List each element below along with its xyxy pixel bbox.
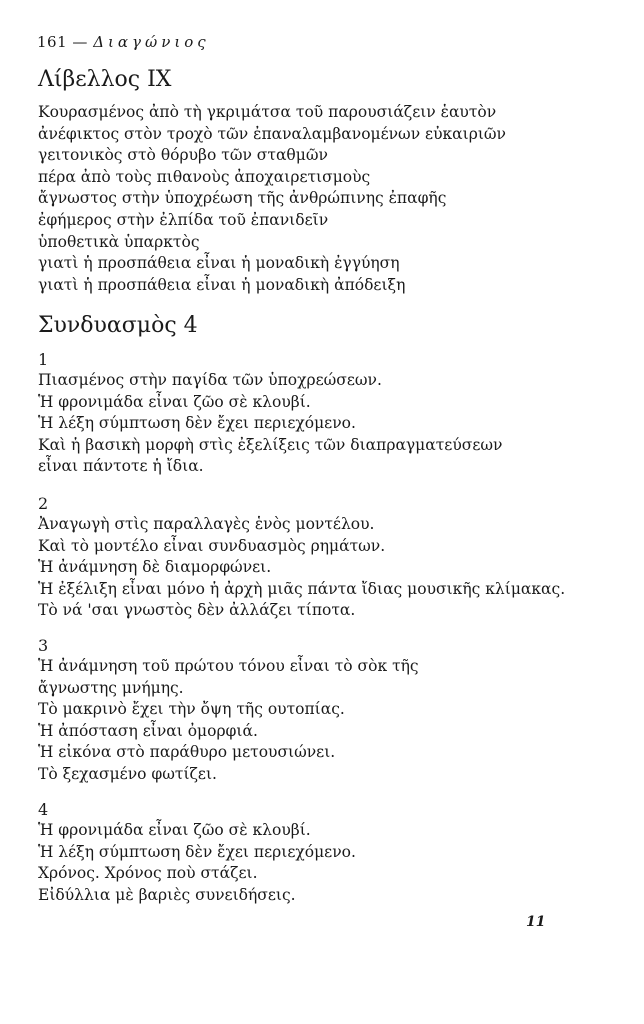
running-head-page: 161 <box>37 33 68 51</box>
poem-line: Ἡ εἰκόνα στὸ παράθυρο μετουσιώνει. <box>38 743 336 762</box>
stanza-number: 1 <box>38 350 49 369</box>
poem-line: Ἡ λέξη σύμπτωση δὲν ἔχει περιεχόμενο. <box>38 842 356 861</box>
page-number: 11 <box>526 914 546 930</box>
poem-line: Ἡ ἐξέλιξη εἶναι μόνο ἡ ἀρχὴ μιᾶς πάντα ἴδιας μουσικῆς κλίμακας. <box>38 579 566 598</box>
stanza-4 <box>38 800 618 906</box>
syndyasmos-section <box>38 312 618 340</box>
running-head <box>37 33 210 51</box>
poem-line: Ἡ λέξη σύμπτωση δὲν ἔχει περιεχόμενο. <box>38 414 356 433</box>
poem-line: εἶναι πάντοτε ἡ ἴδια. <box>38 457 204 476</box>
syndyasmos-heading: Συνδυασμὸς 4 <box>38 313 198 338</box>
poem-line: Κουρασμένος ἀπὸ τὴ γκριμάτσα τοῦ παρουσιάζειν ἑαυτὸν <box>38 103 497 121</box>
poem-line: Τὸ νά 'σαι γνωστὸς δὲν ἀλλάζει τίποτα. <box>38 601 356 620</box>
poem-line: ὑποθετικὰ ὑπαρκτὸς <box>38 232 200 251</box>
poem-line: ἐφήμερος στὴν ἐλπίδα τοῦ ἐπανιδεῖν <box>38 210 329 229</box>
poem-line: Ἡ ἀπόσταση εἶναι ὀμορφιά. <box>38 721 258 740</box>
poem-line: Καὶ ἡ βασικὴ μορφὴ στὶς ἐξελίξεις τῶν διαπραγματεύσεων <box>38 435 503 454</box>
poem-line: Ἀναγωγὴ στὶς παραλλαγὲς ἑνὸς μοντέλου. <box>38 515 375 533</box>
poem-line: ἀνέφικτος στὸν τροχὸ τῶν ἐπαναλαμβανομένων εὐκαιριῶν <box>38 124 506 143</box>
poem-line: Τὸ ξεχασμένο φωτίζει. <box>38 764 217 783</box>
poem-line: Ἡ ἀνάμνηση τοῦ πρώτου τόνου εἶναι τὸ σὸκ τῆς <box>38 657 419 675</box>
stanza-number: 3 <box>38 636 49 655</box>
poem-line: γειτονικὸς στὸ θόρυβο τῶν σταθμῶν <box>38 146 328 165</box>
poem-line: Καὶ τὸ μοντέλο εἶναι συνδυασμὸς ρημάτων. <box>38 536 386 555</box>
stanza-3 <box>38 636 618 786</box>
poem-line: Ἡ ἀνάμνηση δὲ διαμορφώνει. <box>38 558 272 577</box>
running-head-dash: — <box>72 33 88 51</box>
poem-line: Πιασμένος στὴν παγίδα τῶν ὑποχρεώσεων. <box>38 371 382 389</box>
stanza-1 <box>38 350 618 478</box>
poem-line: πέρα ἀπὸ τοὺς πιθανοὺς ἀποχαιρετισμοὺς <box>38 167 371 186</box>
libellos-section <box>38 66 618 296</box>
stanza-number: 4 <box>38 800 49 819</box>
poem-line: γιατὶ ἡ προσπάθεια εἶναι ἡ μοναδικὴ ἐγγύηση <box>38 254 400 273</box>
poem-line: ἄγνωστος στὴν ὑποχρέωση τῆς ἀνθρώπινης ἐπαφῆς <box>38 189 447 208</box>
poem-line: Χρόνος. Χρόνος ποὺ στάζει. <box>38 864 258 883</box>
running-head-title: Διαγώνιος <box>93 33 210 51</box>
poem-line: Ἡ φρονιμάδα εἶναι ζῶο σὲ κλουβί. <box>38 821 311 839</box>
stanza-2 <box>38 494 618 622</box>
poem-line: Ἡ φρονιμάδα εἶναι ζῶο σὲ κλουβί. <box>38 392 311 411</box>
poem-line: γιατὶ ἡ προσπάθεια εἶναι ἡ μοναδικὴ ἀπόδειξη <box>38 275 406 294</box>
poem-line: Τὸ μακρινὸ ἔχει τὴν ὄψη τῆς ουτοπίας. <box>38 700 345 719</box>
poem-line: Εἰδύλλια μὲ βαριὲς συνειδήσεις. <box>38 885 296 904</box>
poem-line: ἄγνωστης μνήμης. <box>38 678 184 697</box>
libellos-heading: Λίβελλος IX <box>38 67 172 92</box>
stanza-number: 2 <box>38 494 49 513</box>
